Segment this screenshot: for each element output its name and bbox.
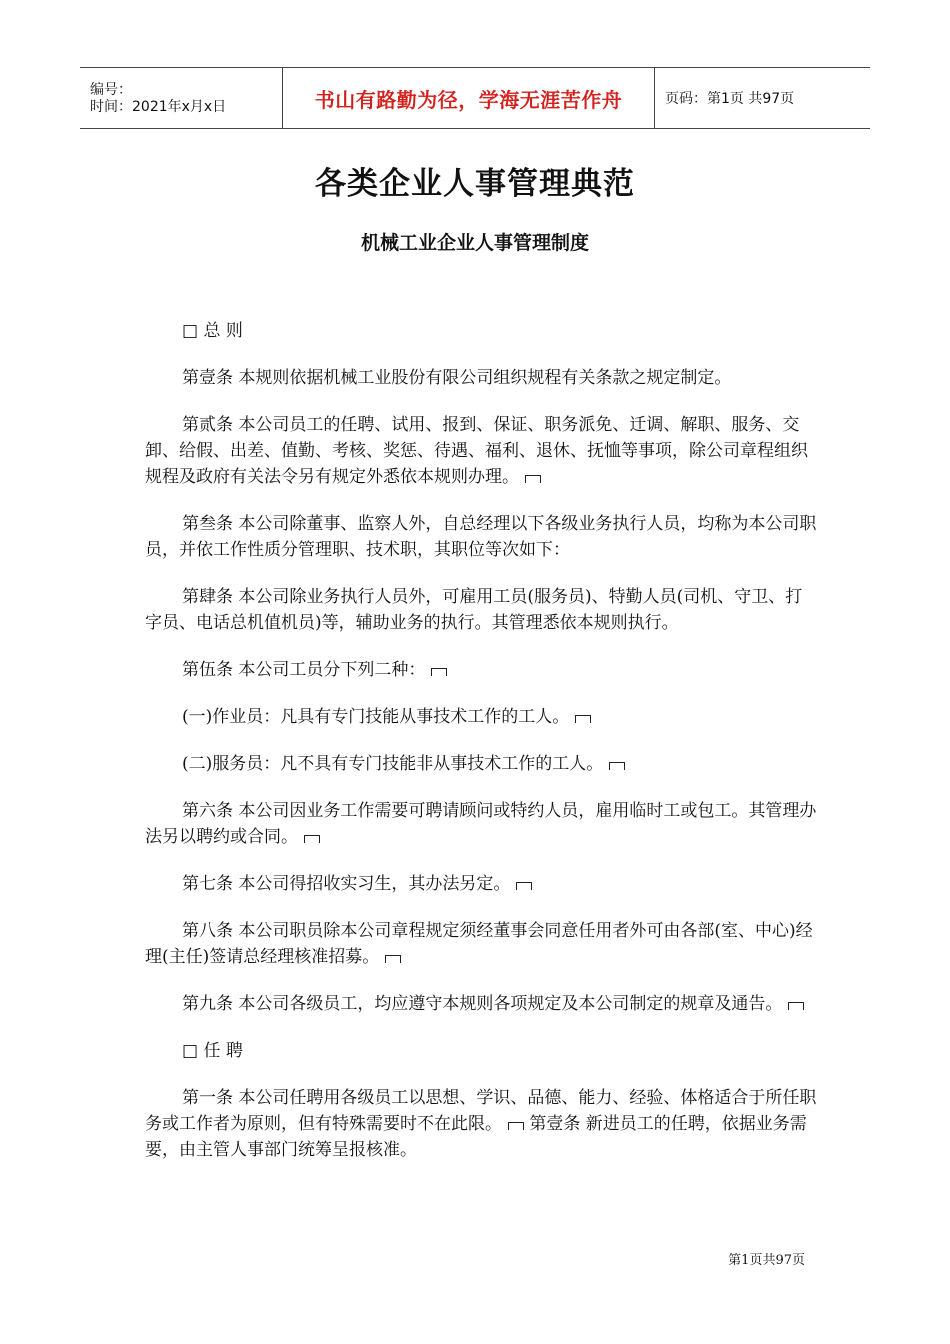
document-body [145, 318, 817, 1184]
article-paragraph: 第六条 本公司因业务工作需要可聘请顾问或特约人员，雇用临时工或包工。其管理办法另以聘约或合同。 [145, 801, 817, 847]
paragraph-mark-icon [525, 475, 541, 483]
article-paragraph: 第八条 本公司职员除本公司章程规定须经董事会同意任用者外可由各部(室、中心)经理(主任)签请总经理核准招募。 [145, 921, 813, 967]
header-table [80, 67, 870, 129]
article-paragraph: (二)服务员：凡不具有专门技能非从事技术工作的工人。 [145, 751, 817, 777]
paragraph-mark-icon [431, 668, 447, 676]
document-title: 各类企业人事管理典范 [315, 166, 635, 202]
article-paragraph: 第七条 本公司得招收实习生，其办法另定。 [145, 871, 817, 897]
paragraph-mark-icon [304, 835, 320, 843]
page-footer: 第1页共97页 [728, 1253, 805, 1268]
paragraph-mark-icon [609, 762, 625, 770]
article-paragraph: 第九条 本公司各级员工，均应遵守本规则各项规定及本公司制定的规章及通告。 [145, 991, 817, 1017]
paragraph-mark-icon [575, 715, 591, 723]
paragraph-mark-icon [508, 1122, 524, 1130]
paragraph-mark-icon [788, 1002, 804, 1010]
document-time-label: 时间：2021年x月x日 [90, 99, 227, 115]
paragraph-mark-icon [385, 955, 401, 963]
article-paragraph: 第叁条 本公司除董事、监察人外，自总经理以下各级业务执行人员，均称为本公司职员，并依工作性质分管理职、技术职，其职位等次如下： [145, 514, 817, 560]
document-number-label: 编号： [90, 82, 132, 98]
article-paragraph: 第肆条 本公司除业务执行人员外，可雇用工员(服务员)、特勤人员(司机、守卫、打字员、电话总机值机员)等，辅助业务的执行。其管理悉依本规则执行。 [145, 587, 803, 633]
article-paragraph: (一)作业员：凡具有专门技能从事技术工作的工人。 [145, 704, 817, 730]
header-page-number: 页码：第1页 共97页 [665, 91, 795, 107]
header-motto: 书山有路勤为径，学海无涯苦作舟 [282, 68, 655, 128]
article-paragraph: 第壹条 本规则依据机械工业股份有限公司组织规程有关条款之规定制定。 [182, 368, 732, 388]
section-heading-general: □ 总 则 [182, 321, 243, 341]
article-paragraph: 第一条 本公司任聘用各级员工以思想、学识、品德、能力、经验、体格适合于所任职务或工作者为原则，但有特殊需要时不在此限。 第壹条 新进员工的任聘，依据业务需要，由主管人事部门统筹呈报核准。 [145, 1088, 817, 1160]
header-meta [80, 68, 282, 128]
section-heading-appointment: □ 任 聘 [182, 1041, 243, 1061]
document-subtitle: 机械工业企业人事管理制度 [360, 232, 589, 254]
paragraph-mark-icon [516, 882, 532, 890]
article-paragraph: 第贰条 本公司员工的任聘、试用、报到、保证、职务派免、迁调、解职、服务、交卸、给假、出差、值勤、考核、奖惩、待遇、福利、退休、抚恤等事项，除公司章程组织规程及政府有关法令另有规定外悉依本规则办理。 [145, 415, 808, 487]
article-paragraph: 第伍条 本公司工员分下列二种： [145, 657, 817, 683]
